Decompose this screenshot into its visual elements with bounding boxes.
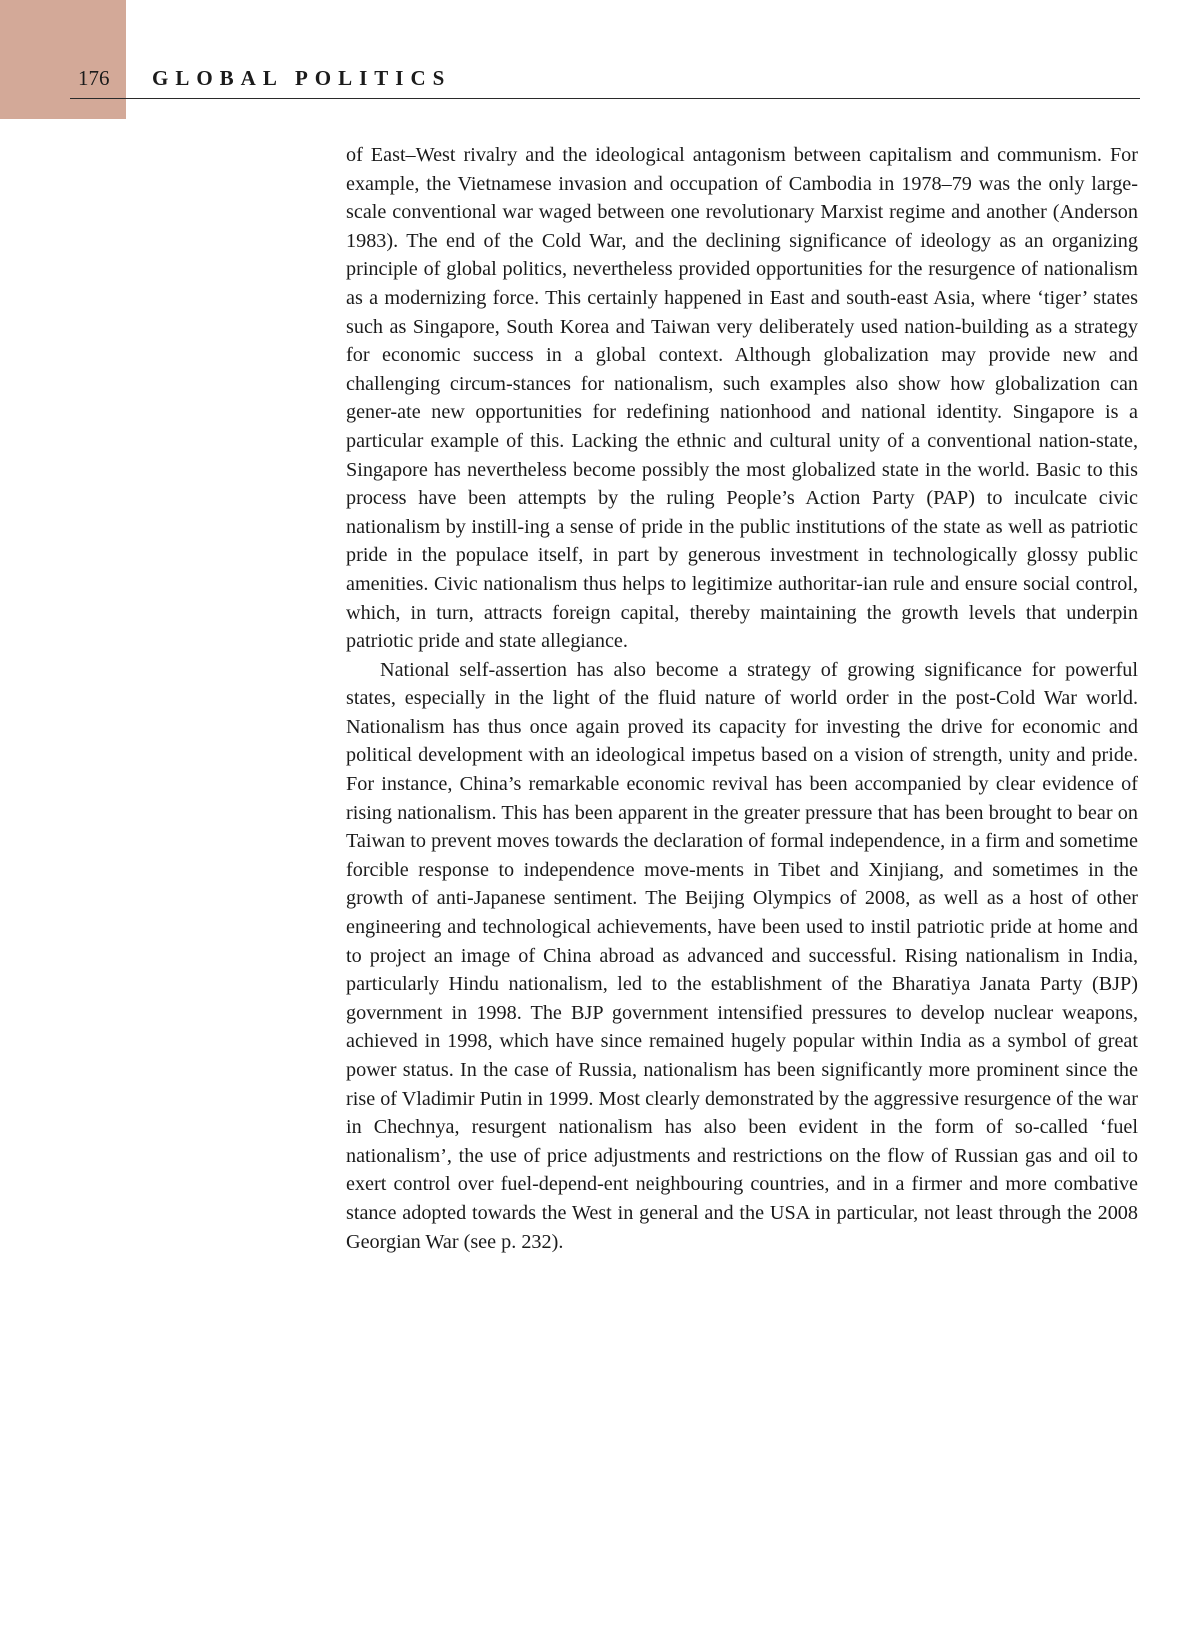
body-text [346,141,1138,1256]
header-rule [70,98,1140,99]
page-corner-tab [0,0,126,119]
running-head: GLOBAL POLITICS [152,66,452,90]
paragraph: National self-assertion has also become a strategy of growing significance for powerful states, especially in the light of the fluid nature of world order in the post-Cold War world. Nationalism has thus once again proved its capacity for investing the drive for economic and political development with an ideological impetus based on a vision of strength, unity and pride. For instance, China’s remarkable economic revival has been accompanied by clear evidence of rising nationalism. This has been apparent in the greater pressure that has been brought to bear on Taiwan to prevent moves towards the declaration of formal independence, in a firm and sometime forcible response to independence move-ments in Tibet and Xinjiang, and sometimes in the growth of anti-Japanese sentiment. The Beijing Olympics of 2008, as well as a host of other engineering and technological achievements, have been used to instil patriotic pride at home and to project an image of China abroad as advanced and successful. Rising nationalism in India, particularly Hindu nationalism, led to the establishment of the Bharatiya Janata Party (BJP) government in 1998. The BJP government intensified pressures to develop nuclear weapons, achieved in 1998, which have since remained hugely popular within India as a symbol of great power status. In the case of Russia, nationalism has been significantly more prominent since the rise of Vladimir Putin in 1999. Most clearly demonstrated by the aggressive resurgence of the war in Chechnya, resurgent nationalism has also been evident in the form of so-called ‘fuel nationalism’, the use of price adjustments and restrictions on the flow of Russian gas and oil to exert control over fuel-depend-ent neighbouring countries, and in a firmer and more combative stance adopted towards the West in general and the USA in particular, not least through the 2008 Georgian War (see p. 232). [346,658,1138,1253]
paragraph: of East–West rivalry and the ideological antagonism between capitalism and communism. For example, the Vietnamese invasion and occupation of Cambodia in 1978–79 was the only large-scale conventional war waged between one revolutionary Marxist regime and another (Anderson 1983). The end of the Cold War, and the declining significance of ideology as an organizing principle of global politics, nevertheless provided opportunities for the resurgence of nationalism as a modernizing force. This certainly happened in East and south-east Asia, where ‘tiger’ states such as Singapore, South Korea and Taiwan very deliberately used nation-building as a strategy for economic success in a global context. Although globalization may provide new and challenging circum-stances for nationalism, such examples also show how globalization can gener-ate new opportunities for redefining nationhood and national identity. Singapore is a particular example of this. Lacking the ethnic and cultural unity of a conventional nation-state, Singapore has nevertheless become possibly the most globalized state in the world. Basic to this process have been attempts by the ruling People’s Action Party (PAP) to inculcate civic nationalism by instill-ing a sense of pride in the public institutions of the state as well as patriotic pride in the populace itself, in part by generous investment in technologically glossy public amenities. Civic nationalism thus helps to legitimize authoritar-ian rule and ensure social control, which, in turn, attracts foreign capital, thereby maintaining the growth levels that underpin patriotic pride and state allegiance. [346,144,1138,653]
page-number: 176 [78,66,110,90]
